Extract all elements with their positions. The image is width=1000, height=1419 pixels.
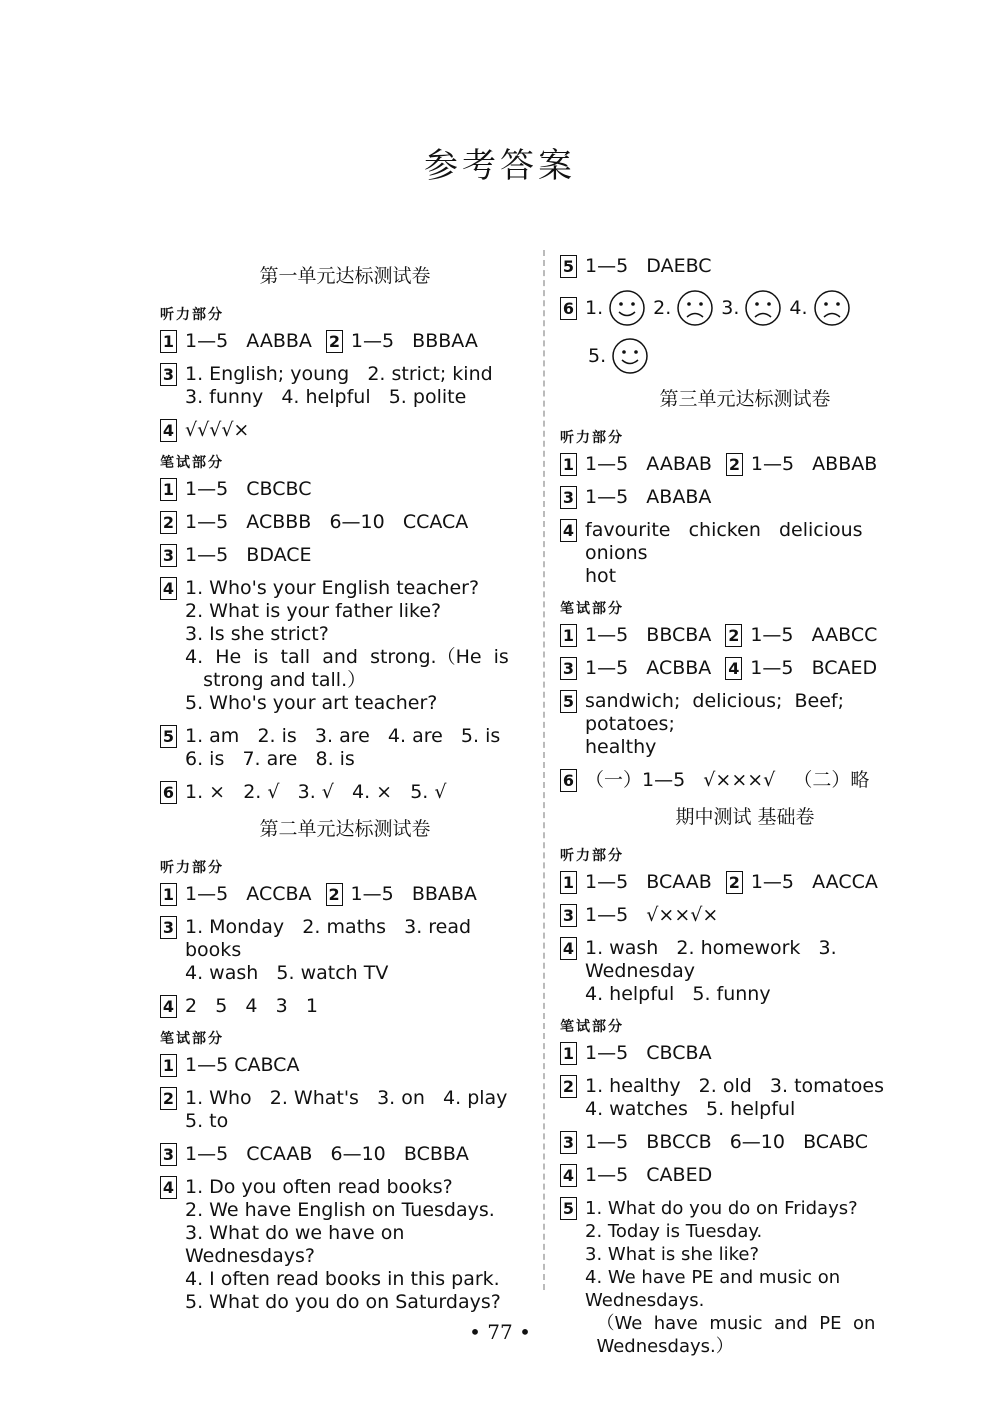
question-number-box: 5	[560, 1197, 577, 1220]
answer-line: hot	[585, 565, 617, 587]
answer-row	[560, 486, 930, 509]
midterm-title: 期中测试 基础卷	[675, 806, 815, 828]
answer-line: 1. Do you often read books?	[185, 1176, 453, 1198]
answer-text: 1—5 BCAED	[750, 657, 878, 679]
answer-line: sandwich; delicious; Beef; potatoes;	[585, 690, 857, 735]
unit1-title: 第一单元达标测试卷	[259, 265, 431, 287]
answer-row	[160, 478, 530, 501]
answer-text: 1—5 BCAAB	[585, 871, 712, 893]
answer-line: 5. Who's your art teacher?	[185, 692, 438, 714]
answer-row	[560, 769, 930, 792]
answer-line: 4. helpful 5. funny	[585, 983, 771, 1005]
answer-row	[560, 1131, 930, 1154]
left-column	[160, 255, 530, 1324]
sad-face-icon	[675, 288, 715, 328]
answer-row	[160, 330, 530, 353]
question-number-box: 2	[560, 1075, 577, 1098]
answer-text: 1—5 DAEBC	[585, 255, 712, 277]
question-number-box: 5	[560, 690, 577, 713]
answer-row	[160, 419, 530, 442]
answer-text: 1—5 CABCA	[185, 1054, 300, 1076]
answer-line: 4. wash 5. watch TV	[185, 962, 389, 984]
answer-row	[160, 1176, 530, 1314]
answer-line: 4. He is tall and strong.（He is	[185, 646, 509, 668]
happy-face-icon	[610, 336, 650, 376]
answer-row	[160, 995, 530, 1018]
answer-row	[160, 1054, 530, 1077]
answer-line: 1. English; young 2. strict; kind	[185, 363, 493, 385]
answer-line: 3. Is she strict?	[185, 623, 329, 645]
writing-label: 笔试部分	[560, 1019, 624, 1035]
question-number-box: 4	[560, 937, 577, 960]
sad-face-icon	[743, 288, 783, 328]
question-number-box: 1	[160, 478, 177, 501]
answer-line: favourite chicken delicious onions	[585, 519, 881, 564]
question-number-box: 4	[725, 657, 742, 680]
answer-row	[560, 453, 930, 476]
question-number-box: 6	[560, 297, 577, 320]
question-number-box: 1	[160, 330, 177, 353]
answer-line: Wednesdays.）	[585, 1336, 734, 1357]
question-number-box: 1	[560, 1042, 577, 1065]
question-number-box: 3	[160, 544, 177, 567]
answer-row	[160, 1087, 530, 1133]
answer-line: 6. is 7. are 8. is	[185, 748, 355, 770]
answer-text: 1—5 CABED	[585, 1164, 713, 1186]
question-number-box: 5	[560, 255, 577, 278]
question-number-box: 1	[560, 871, 577, 894]
question-number-box: 6	[160, 781, 177, 804]
question-number-box: 3	[560, 1131, 577, 1154]
question-number-box: 3	[160, 916, 177, 939]
question-number-box: 3	[160, 363, 177, 386]
answer-line: （We have music and PE on	[585, 1313, 876, 1334]
listening-label: 听力部分	[160, 860, 224, 876]
answer-row	[560, 690, 930, 759]
question-number-box: 4	[160, 419, 177, 442]
answer-text: 1—5 √××√×	[585, 904, 719, 926]
question-number-box: 3	[560, 904, 577, 927]
answer-row	[160, 781, 530, 804]
page-title: 参考答案	[424, 146, 576, 186]
answer-text: 1—5 ACCBA	[185, 883, 312, 905]
answer-line: 1. healthy 2. old 3. tomatoes	[585, 1075, 884, 1097]
face-label: 2.	[653, 297, 672, 319]
answer-line: 1. What do you do on Fridays?	[585, 1198, 858, 1219]
writing-label: 笔试部分	[560, 601, 624, 617]
answer-text: 1—5 ABBAB	[750, 453, 878, 475]
answer-text: 2 5 4 3 1	[185, 995, 318, 1017]
answer-text: 1—5 AABBA	[185, 330, 312, 352]
answer-row	[160, 916, 530, 985]
face-label: 4.	[789, 297, 808, 319]
answer-text: 1—5 ACBBA	[585, 657, 712, 679]
answer-line: 1. wash 2. homework 3. Wednesday	[585, 937, 843, 982]
answer-text: 1—5 CBCBC	[185, 478, 312, 500]
listening-label: 听力部分	[560, 430, 624, 446]
answer-text: 1—5 AABAB	[585, 453, 712, 475]
answer-line: 4. watches 5. helpful	[585, 1098, 796, 1120]
right-column	[560, 255, 930, 1368]
answer-text: 1—5 AACCA	[750, 871, 878, 893]
question-number-box: 3	[560, 657, 577, 680]
answer-text: 1—5 BBABA	[350, 883, 477, 905]
answer-line: 3. What is she like?	[585, 1244, 760, 1265]
question-number-box: 5	[160, 725, 177, 748]
sad-face-icon	[812, 288, 852, 328]
answer-text: 1—5 BBCBA	[585, 624, 712, 646]
answer-row	[560, 519, 930, 588]
question-number-box: 3	[160, 1143, 177, 1166]
answer-text: 1—5 BBBAA	[350, 330, 478, 352]
answer-row	[160, 544, 530, 567]
answer-line: healthy	[585, 736, 657, 758]
answer-text: 1. × 2. √ 3. √ 4. × 5. √	[185, 781, 447, 803]
answer-row	[160, 883, 530, 906]
answer-row	[560, 1075, 930, 1121]
answer-row	[560, 657, 930, 680]
question-number-box: 3	[560, 486, 577, 509]
answer-line: 2. Today is Tuesday.	[585, 1221, 763, 1242]
happy-face-icon	[607, 288, 647, 328]
question-number-box: 2	[725, 624, 742, 647]
question-number-box: 2	[726, 871, 743, 894]
answer-text: 1—5 BDACE	[185, 544, 312, 566]
listening-label: 听力部分	[560, 848, 624, 864]
answer-text: 1—5 AABCC	[750, 624, 878, 646]
answer-row	[560, 255, 930, 278]
question-number-box: 6	[560, 769, 577, 792]
question-number-box: 1	[160, 883, 177, 906]
answer-text: （一）1—5 √×××√ （二）略	[585, 769, 870, 791]
answer-row	[560, 624, 930, 647]
question-number-box: 4	[160, 995, 177, 1018]
question-number-box: 2	[326, 883, 343, 906]
answer-line: 1. Who's your English teacher?	[185, 577, 480, 599]
answer-line: 3. What do we have on Wednesdays?	[185, 1222, 411, 1267]
answer-line: 2. What is your father like?	[185, 600, 442, 622]
question-number-box: 2	[326, 330, 343, 353]
page-number: • 77 •	[469, 1320, 531, 1344]
column-divider	[543, 250, 545, 1290]
answer-text: 1—5 ACBBB 6—10 CCACA	[185, 511, 469, 533]
question-number-box: 4	[160, 577, 177, 600]
question-number-box: 4	[560, 519, 577, 542]
answer-row	[560, 904, 930, 927]
face-label: 1.	[585, 297, 604, 319]
answer-row	[160, 511, 530, 534]
answer-line: 4. I often read books in this park.	[185, 1268, 500, 1290]
answer-text: 1—5 ABABA	[585, 486, 712, 508]
answer-line: 5. to	[185, 1110, 229, 1132]
question-number-box: 4	[560, 1164, 577, 1187]
answer-line: 1. Who 2. What's 3. on 4. play	[185, 1087, 508, 1109]
face-label: 5.	[588, 345, 607, 367]
answer-row	[160, 577, 530, 715]
faces-row	[560, 288, 930, 328]
faces-row	[560, 336, 930, 376]
question-number-box: 2	[160, 511, 177, 534]
answer-text: 1—5 CCAAB 6—10 BCBBA	[185, 1143, 469, 1165]
question-number-box: 2	[160, 1087, 177, 1110]
unit2-title: 第二单元达标测试卷	[259, 818, 431, 840]
listening-label: 听力部分	[160, 307, 224, 323]
question-number-box: 1	[160, 1054, 177, 1077]
question-number-box: 2	[726, 453, 743, 476]
answer-row	[560, 871, 930, 894]
answer-row	[160, 725, 530, 771]
face-label: 3.	[721, 297, 740, 319]
answer-text: 1—5 BBCCB 6—10 BCABC	[585, 1131, 869, 1153]
answer-row	[160, 1143, 530, 1166]
answer-line: 1. am 2. is 3. are 4. are 5. is	[185, 725, 501, 747]
question-number-box: 4	[160, 1176, 177, 1199]
question-number-box: 1	[560, 453, 577, 476]
answer-row	[560, 937, 930, 1006]
question-number-box: 1	[560, 624, 577, 647]
answer-row	[560, 1164, 930, 1187]
writing-label: 笔试部分	[160, 1031, 224, 1047]
answer-line: 4. We have PE and music on Wednesdays.	[585, 1267, 846, 1311]
writing-label: 笔试部分	[160, 455, 224, 471]
answer-line: 5. What do you do on Saturdays?	[185, 1291, 501, 1313]
answer-line: 1. Monday 2. maths 3. read books	[185, 916, 478, 961]
answer-row	[160, 363, 530, 409]
answer-text: √√√√×	[185, 419, 250, 441]
answer-line: 2. We have English on Tuesdays.	[185, 1199, 495, 1221]
answer-text: 1—5 CBCBA	[585, 1042, 712, 1064]
answer-row	[560, 1042, 930, 1065]
answer-line: strong and tall.）	[185, 669, 367, 691]
unit3-title: 第三单元达标测试卷	[659, 388, 831, 410]
answer-line: 3. funny 4. helpful 5. polite	[185, 386, 467, 408]
